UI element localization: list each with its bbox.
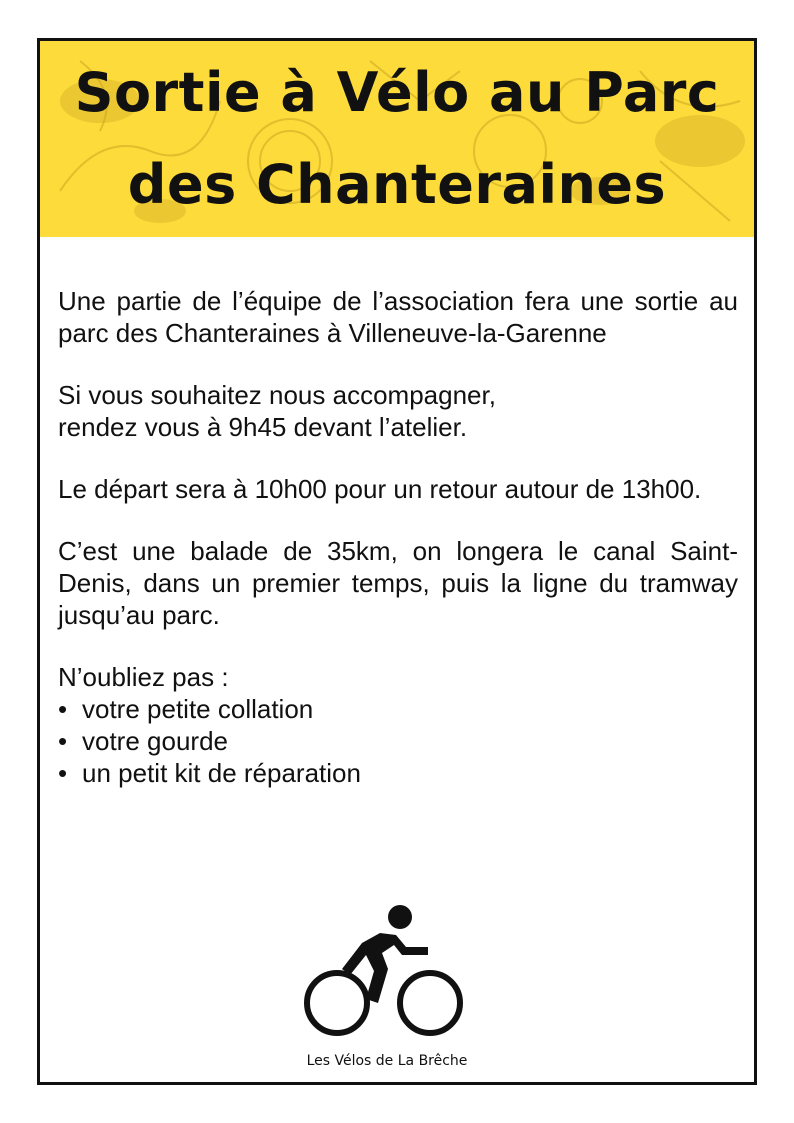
bullet: •: [58, 726, 68, 756]
meeting-paragraph: [58, 379, 738, 443]
checklist-title: N’oubliez pas :: [58, 662, 229, 692]
list-item-text: votre gourde: [82, 726, 228, 756]
meeting-line-2: rendez vous à 9h45 devant l’atelier.: [58, 412, 468, 442]
list-item-text: votre petite collation: [82, 694, 314, 724]
cyclist-icon: [302, 903, 472, 1043]
list-item-text: un petit kit de réparation: [82, 758, 361, 788]
flyer-frame: [37, 38, 757, 1085]
list-item: [58, 693, 738, 725]
title-line-1: Sortie à Vélo au Parc: [74, 61, 720, 124]
schedule-paragraph: Le départ sera à 10h00 pour un retour autour de 13h00.: [58, 474, 702, 504]
header-banner: [40, 41, 754, 237]
checklist: [58, 693, 738, 789]
bullet: •: [58, 758, 68, 788]
list-item: [58, 725, 738, 757]
title-line-2: des Chanteraines: [127, 153, 667, 216]
meeting-line-1: Si vous souhaitez nous accompagner,: [58, 380, 496, 410]
bullet: •: [58, 694, 68, 724]
route-paragraph: C’est une balade de 35km, on longera le canal Saint-Denis, dans un premier temps, puis la ligne du tramway jusqu’au parc.: [58, 536, 738, 630]
flyer-body: [58, 285, 738, 789]
intro-paragraph: Une partie de l’équipe de l’association fera une sortie au parc des Chanteraines à Villeneuve-la-Garenne: [58, 286, 738, 348]
list-item: [58, 757, 738, 789]
association-logo-text: Les Vélos de La Brêche: [306, 1053, 468, 1069]
